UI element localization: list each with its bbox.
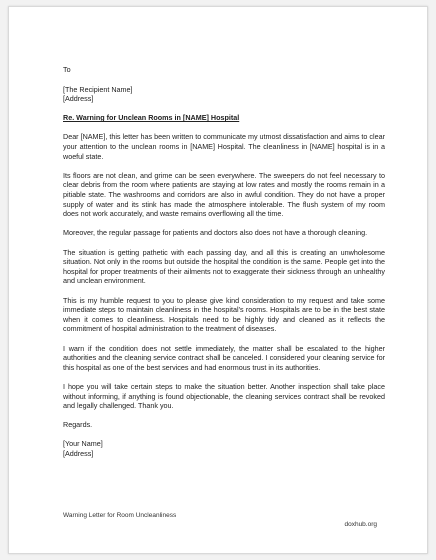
paragraph-2: Its floors are not clean, and grime can be seen everywhere. The sweepers do not feel necessary to clear debris from the room where patients are staying at low rates and mostly the rooms remain in a pitiable state. The washrooms and corridors are also in awful condition. They do not have a proper supply of water and its stink has made the atmosphere intolerable. The flush system of my room does not work accurately, and waste remains overflowing all the time. xyxy=(63,170,385,219)
paragraph-5: This is my humble request to you to please give kind consideration to my request and take some immediate steps to maintain cleanliness in the hospital’s rooms. Hospitals are to be in the best state when it comes to cleanliness. Hospitals need to be highly tidy and cleaned as it reflects the commitment of hospital administration to the treatment of diseases. xyxy=(63,295,385,334)
to-line: To xyxy=(63,65,71,74)
recipient-address: [Address] xyxy=(63,94,94,104)
letter-body xyxy=(63,65,385,459)
footer-title: Warning Letter for Room Uncleanliness xyxy=(63,512,177,519)
subject-line: Re. Warning for Unclean Rooms in [NAME] Hospital xyxy=(63,113,240,123)
document-page xyxy=(8,6,428,554)
sender-address: [Address] xyxy=(63,449,94,459)
paragraph-7: I hope you will take certain steps to make the situation better. Another inspection shall take place without informing, if anything is found objectionable, the cleaning services contract shall be revoked and legally challenged. Thank you. xyxy=(63,381,385,411)
recipient-name: [The Recipient Name] xyxy=(63,84,133,94)
sender-name: [Your Name] xyxy=(63,439,103,449)
paragraph-4: The situation is getting pathetic with each passing day, and all this is creating an unwholesome situation. Not only in the rooms but outside the hospital the condition is the same. People get into the hospital for proper treatments of their ailments not to exaggerate their sickness through an unhealthy and unclean environment. xyxy=(63,247,385,286)
paragraph-3: Moreover, the regular passage for patients and doctors also does not have a thorough cleaning. xyxy=(63,228,368,238)
footer-site: doxhub.org xyxy=(344,521,377,528)
closing: Regards. xyxy=(63,420,93,430)
paragraph-1: Dear [NAME], this letter has been written to communicate my utmost dissatisfaction and aims to clear your attention to the unclean rooms in [NAME] Hospital. The cleanliness in [NAME] hospital is in a woeful state. xyxy=(63,132,385,161)
paragraph-6: I warn if the condition does not settle immediately, the matter shall be escalated to the higher authorities and the cleaning service contract shall be canceled. I considered your cleaning service for this hospital as one of the best services and had enormous trust in its authorities. xyxy=(63,343,385,372)
